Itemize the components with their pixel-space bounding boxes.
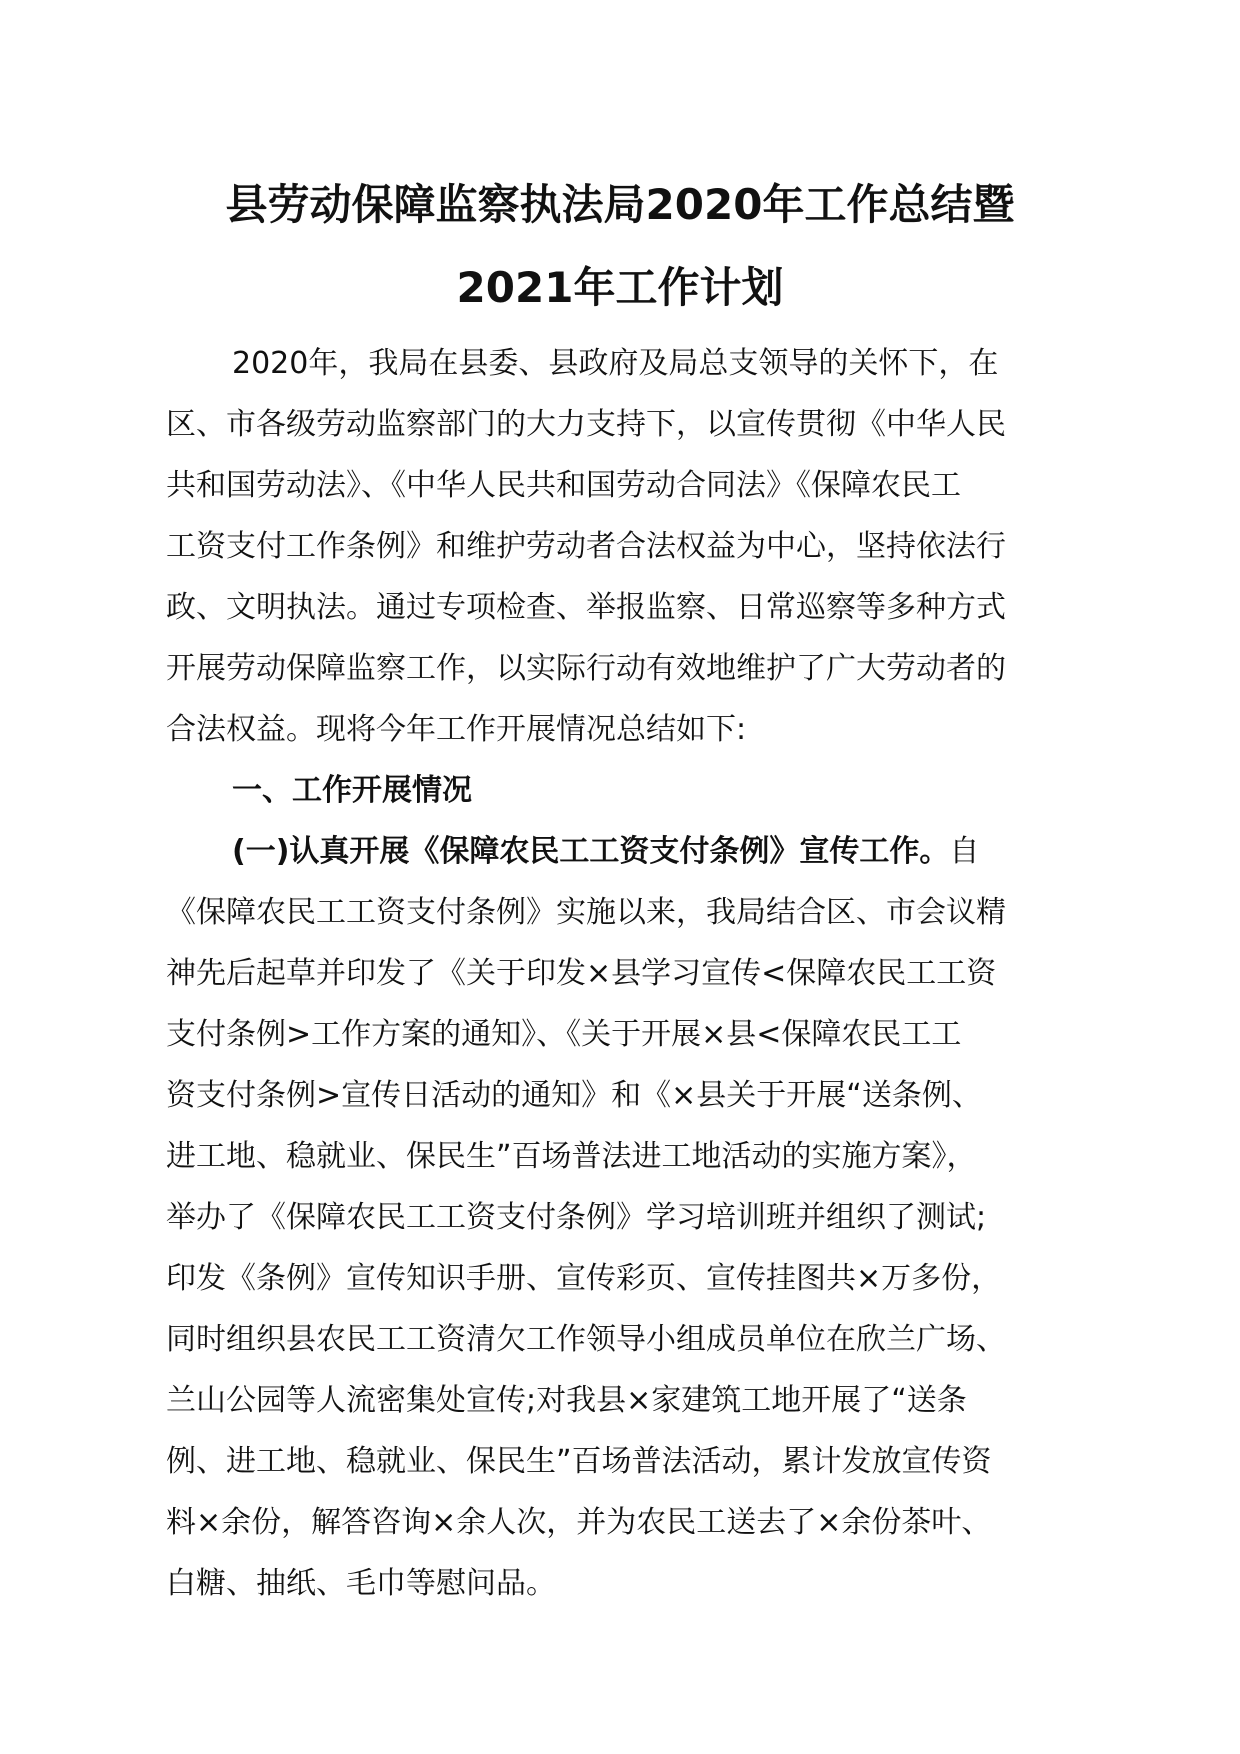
intro-line-6: 开展劳动保障监察工作，以实际行动有效地维护了广大劳动者的	[166, 651, 1006, 686]
subsection-line-3: 支付条例>工作方案的通知》、《关于开展×县<保障农民工工	[166, 1017, 962, 1052]
subsection-line-5: 进工地、稳就业、保民生”百场普法进工地活动的实施方案》，	[166, 1139, 977, 1174]
subsection-heading-tail: 自	[949, 834, 980, 869]
intro-line-3: 共和国劳动法》、《中华人民共和国劳动合同法》《保障农民工	[166, 468, 961, 503]
document-body	[166, 333, 1116, 1614]
subsection-line-6: 举办了《保障农民工工资支付条例》学习培训班并组织了测试;	[166, 1200, 987, 1235]
intro-line-4: 工资支付工作条例》和维护劳动者合法权益为中心，坚持依法行	[166, 529, 1006, 564]
document-title-line-1: 县劳动保障监察执法局2020年工作总结暨	[225, 180, 1015, 229]
subsection-line-10: 例、进工地、稳就业、保民生”百场普法活动，累计发放宣传资	[166, 1444, 992, 1479]
intro-line-5: 政、文明执法。通过专项检查、举报监察、日常巡察等多种方式	[166, 590, 1006, 625]
subsection-line-4: 资支付条例>宣传日活动的通知》和《×县关于开展“送条例、	[166, 1078, 982, 1113]
intro-line-1: 2020年，我局在县委、县政府及局总支领导的关怀下，在	[232, 346, 999, 381]
subsection-heading: (一)认真开展《保障农民工工资支付条例》宣传工作。	[232, 834, 950, 869]
document-title-line-2: 2021年工作计划	[456, 263, 784, 312]
subsection-line-12: 白糖、抽纸、毛巾等慰问品。	[166, 1566, 556, 1601]
intro-line-7: 合法权益。现将今年工作开展情况总结如下:	[166, 712, 747, 747]
section-heading: 一、工作开展情况	[232, 773, 472, 808]
subsection-line-8: 同时组织县农民工工资清欠工作领导小组成员单位在欣兰广场、	[166, 1322, 1006, 1357]
subsection-line-2: 神先后起草并印发了《关于印发×县学习宣传<保障农民工工资	[166, 956, 997, 991]
subsection-line-11: 料×余份，解答咨询×余人次，并为农民工送去了×余份茶叶、	[166, 1505, 992, 1540]
subsection-first-line	[166, 821, 1116, 882]
subsection-line-7: 印发《条例》宣传知识手册、宣传彩页、宣传挂图共×万多份，	[166, 1261, 1002, 1296]
subsection-line-9: 兰山公园等人流密集处宣传;对我县×家建筑工地开展了“送条	[166, 1383, 967, 1418]
subsection-line-1: 《保障农民工工资支付条例》实施以来，我局结合区、市会议精	[166, 895, 1006, 930]
intro-line-2: 区、市各级劳动监察部门的大力支持下，以宣传贯彻《中华人民	[166, 407, 1006, 442]
